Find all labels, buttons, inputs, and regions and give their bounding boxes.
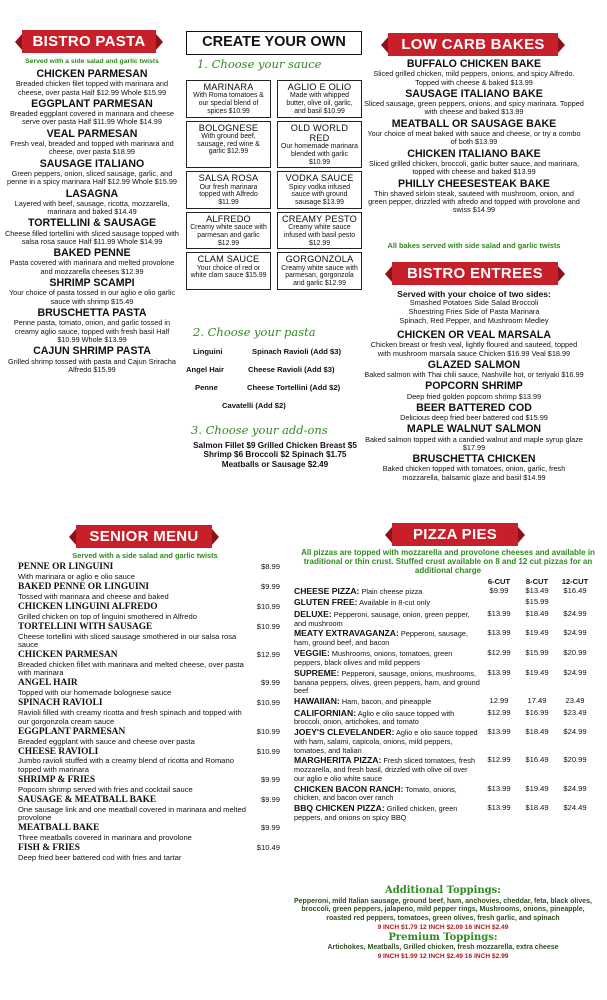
senior-item-desc: Ravioli filled with creamy ricotta and fresh spinach and topped with our gorgonzola cream sauce [18,708,242,726]
additional-toppings-prices: 9 INCH $1.79 12 INCH $2.09 16 INCH $2.49 [377,923,509,931]
senior-item [18,699,280,726]
senior-item-name: MEATBALL BAKE [18,823,100,834]
senior-item-price: $9.99 [260,678,280,688]
item-desc: Sliced sausage, green peppers, onions, and spicy marinara. Topped with cheese and baked $13.99 [364,99,584,117]
pizza-price: $13.99 [487,803,511,813]
pizza-name: CHEESE PIZZA: [294,585,360,596]
menu-item [4,248,180,276]
item-desc: Layered with beef, sausage, ricotta, mozzarella, marinara and baked $14.49 [14,198,170,217]
senior-item-text [18,699,246,726]
menu-item [4,189,180,217]
pizza-price: $16.99 [525,707,549,717]
pizza-price: $24.99 [563,727,587,737]
item-desc: Sliced grilled chicken, mild peppers, onions, and spicy Alfredo. Topped with cheese & baked $13.99 [373,69,575,87]
senior-item-name: SPINACH RAVIOLI [18,698,103,709]
pizza-row [294,649,594,667]
pizza-price: $15.99 [525,648,549,658]
item-name: POPCORN SHRIMP [425,380,523,393]
senior-item-text [18,563,246,581]
sauce-name: VODKA SAUCE [285,173,354,184]
pizza-desc: Ham, bacon, and pineapple [341,697,432,707]
sauce-cell [186,212,271,250]
sauce-cell [277,212,362,250]
senior-item-price: $10.99 [256,726,280,736]
pizza-row [294,587,594,597]
menu-item [4,218,180,246]
senior-item [18,651,280,678]
pizza-name: JOEY'S CLEVELANDER: [294,727,395,738]
low-carb-banner: LOW CARB BAKES [388,33,558,56]
sauce-cell [277,171,362,209]
item-desc: Baked salmon topped with a candied walnut and maple syrup glaze $17.99 [365,434,583,452]
pizza-row [294,598,594,608]
sauce-name: CREAMY PESTO [281,213,358,224]
senior-item-desc: Jumbo ravioli stuffed with a creamy blend of ricotta and Romano topped with marinara [18,756,234,774]
senior-item-desc: Breaded eggplant with sauce and cheese over pasta [18,736,195,746]
senior-item-price: $8.99 [260,562,280,571]
senior-item-text [18,583,246,601]
pizza-desc: Grilled chicken, green peppers, and onions on spicy BBQ [294,804,458,823]
pizza-text [294,610,480,628]
additional-toppings-list: Pepperoni, mild Italian sausage, ground beef, ham, anchovies, cheddar, feta, black olives, broccoli, green peppers, jalapeno, mild pepper rings, Mushrooms, onions, pineapple, roasted red peppers, tomatoes, green olives, fresh garlic, and spinach [294,897,592,922]
item-desc: Breaded eggplant covered in marinara and cheese serve over pasta Half $11.99 Whole $14.99 [10,109,174,127]
pizza-text [294,649,480,667]
pizza-row [294,697,594,707]
sauce-name: ALFREDO [206,213,251,224]
pizza-price: $9.99 [489,585,509,595]
pizza-text [294,587,480,597]
senior-item [18,583,280,601]
pizza-price: $13.99 [487,668,511,677]
senior-item-desc: Topped with our homemade bolognese sauce [18,688,172,698]
sauce-desc: With ground beef, sausage, red wine & garlic $12.99 [197,132,260,156]
item-desc: Your choice of pasta tossed in our aglio e olio garlic sauce with shrimp $15.49 [8,288,176,306]
pizza-price: $19.49 [525,783,549,793]
pizza-price: $13.99 [487,783,511,793]
item-name: PHILLY CHEESESTEAK BAKE [398,177,550,190]
senior-item-text [18,603,246,621]
pizza-row [294,728,594,755]
step2-label: 2. Choose your pasta [193,325,316,339]
senior-item-text [18,679,246,697]
item-desc: Your choice of meat baked with sauce and cheese, or try a combo of both $13.99 [367,128,581,147]
pizza-row [294,669,594,696]
pizza-price: $24.49 [563,803,587,813]
pizza-price: $16.49 [563,585,587,595]
premium-toppings-title: Premium Toppings: [388,931,498,943]
create-your-own-title: CREATE YOUR OWN [186,31,362,55]
pizza-price: $20.99 [563,648,587,658]
senior-item-text [18,728,246,746]
pizza-text [294,756,480,783]
pizza-name: GLUTEN FREE: [294,597,358,608]
sauce-name: MARINARA [203,82,254,92]
pizza-desc: Available in 8-cut only [359,598,430,608]
menu-item [364,330,584,358]
addons-line-1: Salmon Fillet $9 Grilled Chicken Breast $5 [193,441,357,450]
entree-sides [364,289,584,325]
pizza-intro: All pizzas are topped with mozzarella and provolone cheeses and available in traditional or thin crust. Stuffed crust available on 8 and 12 cut pizzas for an additional charge [301,548,595,575]
sauce-desc: Creamy white sauce infused with basil pesto $12.99 [283,224,356,247]
senior-item-text [18,748,246,775]
premium-toppings-list: Artichokes, Meatballs, Grilled chicken, fresh mozzarella, extra cheese [327,944,559,952]
senior-item-name: ANGEL HAIR [18,678,78,689]
pizza-row [294,756,594,783]
additional-toppings-title: Additional Toppings: [385,885,501,896]
item-name: BUFFALO CHICKEN BAKE [406,58,542,70]
senior-item-price: $9.99 [260,774,280,784]
sides-title: Served with your choice of two sides: [397,289,551,299]
senior-item-name: CHICKEN PARMESAN [18,650,118,660]
sauce-name: SALSA ROSA [198,173,259,184]
pizza-text [294,629,480,647]
item-name: VEAL PARMESAN [46,127,138,140]
item-name: SAUSAGE ITALIANO BAKE [405,87,543,100]
senior-item [18,728,280,746]
sauce-cell [277,121,362,169]
senior-item-desc: One sausage link and one meatball covered in marinara and melted provolone [18,804,246,823]
pizza-size-col: 8-CUT [525,577,549,586]
senior-item-name: CHICKEN LINGUINI ALFREDO [18,601,158,612]
senior-item [18,748,280,775]
pizza-name: CHICKEN BACON RANCH: [294,783,404,794]
menu-item [4,99,180,127]
menu-item [364,179,584,215]
senior-item-price: $10.99 [256,746,280,756]
pasta-linguini: Linguini [193,347,223,356]
item-name: SAUSAGE ITALIANO [39,157,145,170]
pizza-row [294,804,594,822]
bistro-pasta-subtitle: Served with a side salad and garlic twists [25,58,159,65]
pizza-desc: Aglio e olio sauce topped with broccoli, onion, artichokes, and tomato [294,708,455,727]
sauce-name: AGLIO E OLIO [287,82,352,92]
senior-menu-banner: SENIOR MENU [76,525,212,548]
sauce-cell [277,80,362,118]
item-name: EGGPLANT PARMESAN [31,97,153,110]
pasta-spinach-ravioli: Spinach Ravioli (Add $3) [252,347,342,356]
senior-item-price: $9.99 [260,794,280,804]
pizza-price: $12.99 [487,755,511,765]
item-name: LASAGNA [65,187,119,200]
pizza-price: 12.99 [489,696,509,706]
item-name: BRUSCHETTA PASTA [37,307,147,320]
pizza-desc: Fresh sliced tomatoes, fresh mozzarella, and fresh basil, drizzled with olive oil over our aglio e olio white sauce [294,756,476,783]
sauce-cell [186,121,271,169]
senior-item-text [18,824,246,842]
pizza-desc: Aglio e olio sauce topped with ham, salami, capicola, onions, mild peppers, tomatoes, and Italian [294,728,478,755]
senior-item-desc: Tossed with marinara and cheese and baked [18,591,169,601]
item-name: CHICKEN PARMESAN [36,68,148,80]
item-name: BEER BATTERED COD [416,401,532,414]
pizza-desc: Tomato, onions, chicken, and bacon over ranch [294,784,457,803]
pizza-price: $23.49 [563,707,587,717]
menu-item [364,381,584,401]
pizza-name: SUPREME: [294,668,340,678]
pizza-desc: Pepperoni, sausage, onion, green pepper, and mushroom [294,609,470,628]
pizza-row [294,629,594,647]
sides-line-3: Spinach, Red Pepper, and Mushroom Medley [399,315,549,325]
sauce-cell [186,171,271,209]
low-carb-list [364,59,584,217]
item-desc: Baked salmon with Thai chili sauce, Nashville hot, or teriyaki $16.99 [364,370,584,379]
senior-item-name: EGGPLANT PARMESAN [18,726,126,737]
bistro-pasta-list [4,69,180,376]
pizza-row [294,785,594,803]
senior-item-price: $10.99 [256,601,280,611]
senior-item [18,824,280,842]
item-name: CHICKEN OR VEAL MARSALA [396,329,551,341]
pizza-price: $13.99 [487,727,511,737]
sauce-desc: Creamy white sauce with parmesan, gorgonzola and garlic $12.99 [281,264,358,288]
senior-item [18,623,280,650]
pizza-price: $13.99 [487,608,511,618]
senior-item-desc: Deep fried beer battered cod with fries and tartar [18,852,182,862]
pasta-cheese-ravioli: Cheese Ravioli (Add $3) [248,365,335,374]
senior-item-price: $10.99 [256,621,280,631]
menu-item [364,59,584,87]
item-name: BRUSCHETTA CHICKEN [412,453,536,466]
item-desc: Pasta covered with marinara and melted provolone and mozzarella cheeses $12.99 [9,258,175,276]
item-desc: Breaded chicken filet topped with marinara and cheese, over pasta Half $12.99 Whole $15.99 [15,79,169,97]
item-desc: Green peppers, onion, sliced sausage, garlic, and penne in a spicy marinara Half $12.99 Whole $15.99 [7,168,177,187]
pizza-price: $13.49 [525,585,549,595]
senior-item [18,563,280,581]
senior-item-name: PENNE OR LINGUINI [18,562,114,572]
premium-toppings-prices: 9 INCH $1.99 12 INCH $2.49 16 INCH $2.99 [377,953,509,961]
menu-item [4,346,180,374]
menu-item [364,360,584,380]
pizza-desc: Plain cheese pizza [361,586,423,596]
senior-item [18,796,280,823]
item-desc: Fresh veal, breaded and topped with marinara and cheese, over pasta $18.99 [10,138,174,157]
menu-item [4,278,180,306]
senior-item-desc: Three meatballs covered in marinara and provolone [18,833,192,842]
pizza-price: $20.99 [563,755,587,765]
sauce-name: OLD WORLD RED [290,122,349,143]
senior-item-price: $10.99 [256,698,280,708]
item-desc: Sliced grilled chicken, broccoli, garlic butter sauce, and marinara, topped with cheese and baked $13.99 [368,158,580,177]
senior-item-text [18,796,246,823]
bistro-pasta-banner: BISTRO PASTA [22,30,156,53]
menu-item [4,69,180,97]
senior-item [18,679,280,697]
senior-item-price: $9.99 [260,823,280,833]
pizza-name: BBQ CHICKEN PIZZA: [294,803,385,814]
menu-item [4,129,180,157]
senior-list [18,563,280,864]
item-name: MEATBALL OR SAUSAGE BAKE [391,117,557,130]
sauce-cell [277,252,362,290]
pizza-text [294,785,480,803]
senior-item-text [18,651,246,678]
menu-item [4,159,180,187]
item-desc: Chicken breast or fresh veal, lightly floured and sauteed, topped with mushroom marsala sauce Chicken $16.99 Veal $18.99 [370,340,578,358]
pizza-row [294,610,594,628]
pizza-row [294,709,594,727]
senior-item-name: BAKED PENNE OR LINGUINI [18,581,150,592]
menu-item [364,119,584,147]
item-desc: Deep fried golden popcorn shrimp $13.99 [406,391,542,401]
sauce-grid [186,80,362,290]
item-name: SHRIMP SCAMPI [49,277,135,290]
addons-line-2: Shrimp $6 Broccoli $2 Spinach $1.75 [203,450,347,460]
sauce-desc: Spicy vodka infused sauce with ground sausage $13.99 [288,183,351,207]
low-carb-footer: All bakes served with side salad and garlic twists [387,241,561,250]
pizza-text [294,598,480,608]
senior-item [18,776,280,794]
sauce-name: GORGONZOLA [285,254,354,265]
senior-item [18,603,280,621]
pizza-name: VEGGIE: [294,648,330,659]
menu-item [364,424,584,452]
pizza-price: 23.49 [565,696,585,706]
pasta-cheese-tortellini: Cheese Tortellini (Add $2) [247,383,341,392]
addons-list [184,441,366,469]
pizza-price: $13.99 [487,628,511,638]
senior-item-text [18,776,246,794]
pizza-name: MARGHERITA PIZZA: [294,755,382,766]
pizza-price: $12.99 [487,648,511,658]
senior-item-price: $9.99 [260,581,280,591]
item-name: CHICKEN ITALIANO BAKE [407,147,541,160]
pizza-price: $19.49 [525,668,549,677]
sides-line-1: Smashed Potatoes Side Salad Broccoli [409,298,539,308]
pizza-name: CALIFORNIAN: [294,707,357,718]
item-desc: Baked chicken topped with tomatoes, onion, garlic, fresh mozzarella, balsamic glaze and basil $14.99 [382,464,566,482]
pizza-name: DELUXE: [294,608,332,619]
item-desc: Cheese filled tortellini with sliced sausage topped with salsa rosa sauce Half $11.99 Whole $14.99 [4,228,179,246]
senior-item-desc: Breaded chicken fillet with marinara and melted cheese, over pasta with marinara [18,659,244,678]
item-name: MAPLE WALNUT SALMON [406,423,542,436]
entrees-list [364,330,584,484]
toppings-section [292,885,594,961]
pizza-price: $18.49 [525,803,549,813]
senior-item-desc: With marinara or aglio e olio sauce [18,571,135,581]
item-desc: Delicious deep fried beer battered cod $15.99 [400,413,548,422]
pizza-desc: Pepperoni, sausage, onions, mushrooms, banana peppers, olives, green peppers, ham, and ground beef [294,669,480,696]
pizza-price: $16.49 [525,755,549,765]
pizza-size-col: 6-CUT [487,577,511,586]
senior-item-text [18,844,246,862]
sauce-name: CLAM SAUCE [197,254,260,265]
pizza-text [294,697,480,707]
item-desc: Thin shaved sirloin steak, sauteed with mushroom, onion, and green pepper, drizzled with afredo and topped with provolone and swiss $14.99 [368,188,580,215]
item-name: GLAZED SALMON [427,358,521,371]
pizza-text [294,669,480,696]
addons-line-3: Meatballs or Sausage $2.49 [221,459,329,469]
pizza-price: $12.99 [487,707,511,717]
senior-item-desc: Cheese tortellini with sliced sausage smothered in our salsa rosa sauce [18,631,237,649]
step1-label: 1. Choose your sauce [197,57,322,71]
senior-item-price: $10.49 [256,843,280,852]
menu-item [364,149,584,177]
pizza-table [294,578,594,824]
senior-item-price: $12.99 [256,650,280,659]
senior-subtitle: Served with a side salad and garlic twists [72,551,218,560]
item-desc: Grilled shrimp tossed with pasta and Cajun Sriracha Alfredo $15.99 [8,356,176,374]
pizza-price: $18.49 [525,727,549,737]
pizza-price: $24.99 [563,628,587,638]
pizza-desc: Mushrooms, onions, tomatoes, green peppers, black olives and mild peppers [294,649,453,668]
senior-item-name: CHEESE RAVIOLI [18,746,99,757]
senior-item-desc: Grilled chicken on top of linguini smothered in Alfredo [18,611,197,621]
pizza-price: $15.99 [525,597,549,607]
menu-item [364,454,584,482]
menu-item [364,89,584,117]
menu-item [4,308,180,344]
pizza-price: $24.99 [563,783,587,793]
sauce-desc: Our homemade marinara blended with garlic $10.99 [281,143,358,166]
pizza-price: $19.49 [525,628,549,638]
item-name: BAKED PENNE [53,247,131,260]
sauce-name: BOLOGNESE [198,122,259,133]
sauce-desc: Your choice of red or white clam sauce $15.99 [190,264,267,280]
senior-item-text [18,623,246,650]
pizza-text [294,804,480,822]
menu-item [364,403,584,423]
pizza-name: MEATY EXTRAVAGANZA: [294,628,399,639]
pizza-text [294,709,480,727]
pizza-name: HAWAIIAN: [294,696,340,707]
pasta-angel-hair: Angel Hair [186,365,224,374]
sauce-desc: Our fresh marinara topped with Alfredo $11.99 [199,183,258,207]
senior-item-name: TORTELLINI WITH SAUSAGE [18,621,153,632]
item-name: CAJUN SHRIMP PASTA [33,345,151,358]
pizza-list [294,587,594,823]
pizza-size-col: 12-CUT [561,577,589,586]
sauce-desc: Creamy white sauce with parmesan and garlic $12.99 [190,224,267,247]
sauce-cell [186,252,271,290]
sides-line-2: Shoestring Fries Side of Pasta Marinara [408,306,540,316]
pizza-price: $24.99 [563,608,587,618]
senior-item-name: SHRIMP & FRIES [18,774,96,785]
senior-item-name: SAUSAGE & MEATBALL BAKE [18,794,157,805]
item-desc: Penne pasta, tomato, onion, and garlic tossed in creamy aglio sauce, topped with fresh basil Half $10.99 Whole $13.99 [13,318,171,345]
item-name: TORTELLINI & SAUSAGE [27,217,157,230]
pizza-price: 17.49 [527,696,547,706]
pasta-penne: Penne [195,383,218,392]
senior-item-desc: Popcorn shrimp served with fries and cocktail sauce [18,784,193,794]
step3-label: 3. Choose your add-ons [191,423,328,437]
sauce-desc: Made with whipped butter, olive oil, garlic, and basil $10.99 [286,92,353,115]
pasta-cavatelli: Cavatelli (Add $2) [222,401,286,410]
pizza-desc: Pepperoni, sausage, ham, ground beef, and bacon [294,629,468,648]
bistro-entrees-banner: BISTRO ENTREES [392,262,558,285]
sauce-desc: With Roma tomatoes & our special blend of spices $10.99 [193,92,264,115]
pizza-text [294,728,480,755]
senior-item-name: FISH & FRIES [18,843,80,853]
sauce-cell [186,80,271,118]
pizza-pies-banner: PIZZA PIES [392,523,518,546]
pizza-price: $24.99 [563,668,587,677]
pizza-price: $18.49 [525,608,549,618]
senior-item [18,844,280,862]
